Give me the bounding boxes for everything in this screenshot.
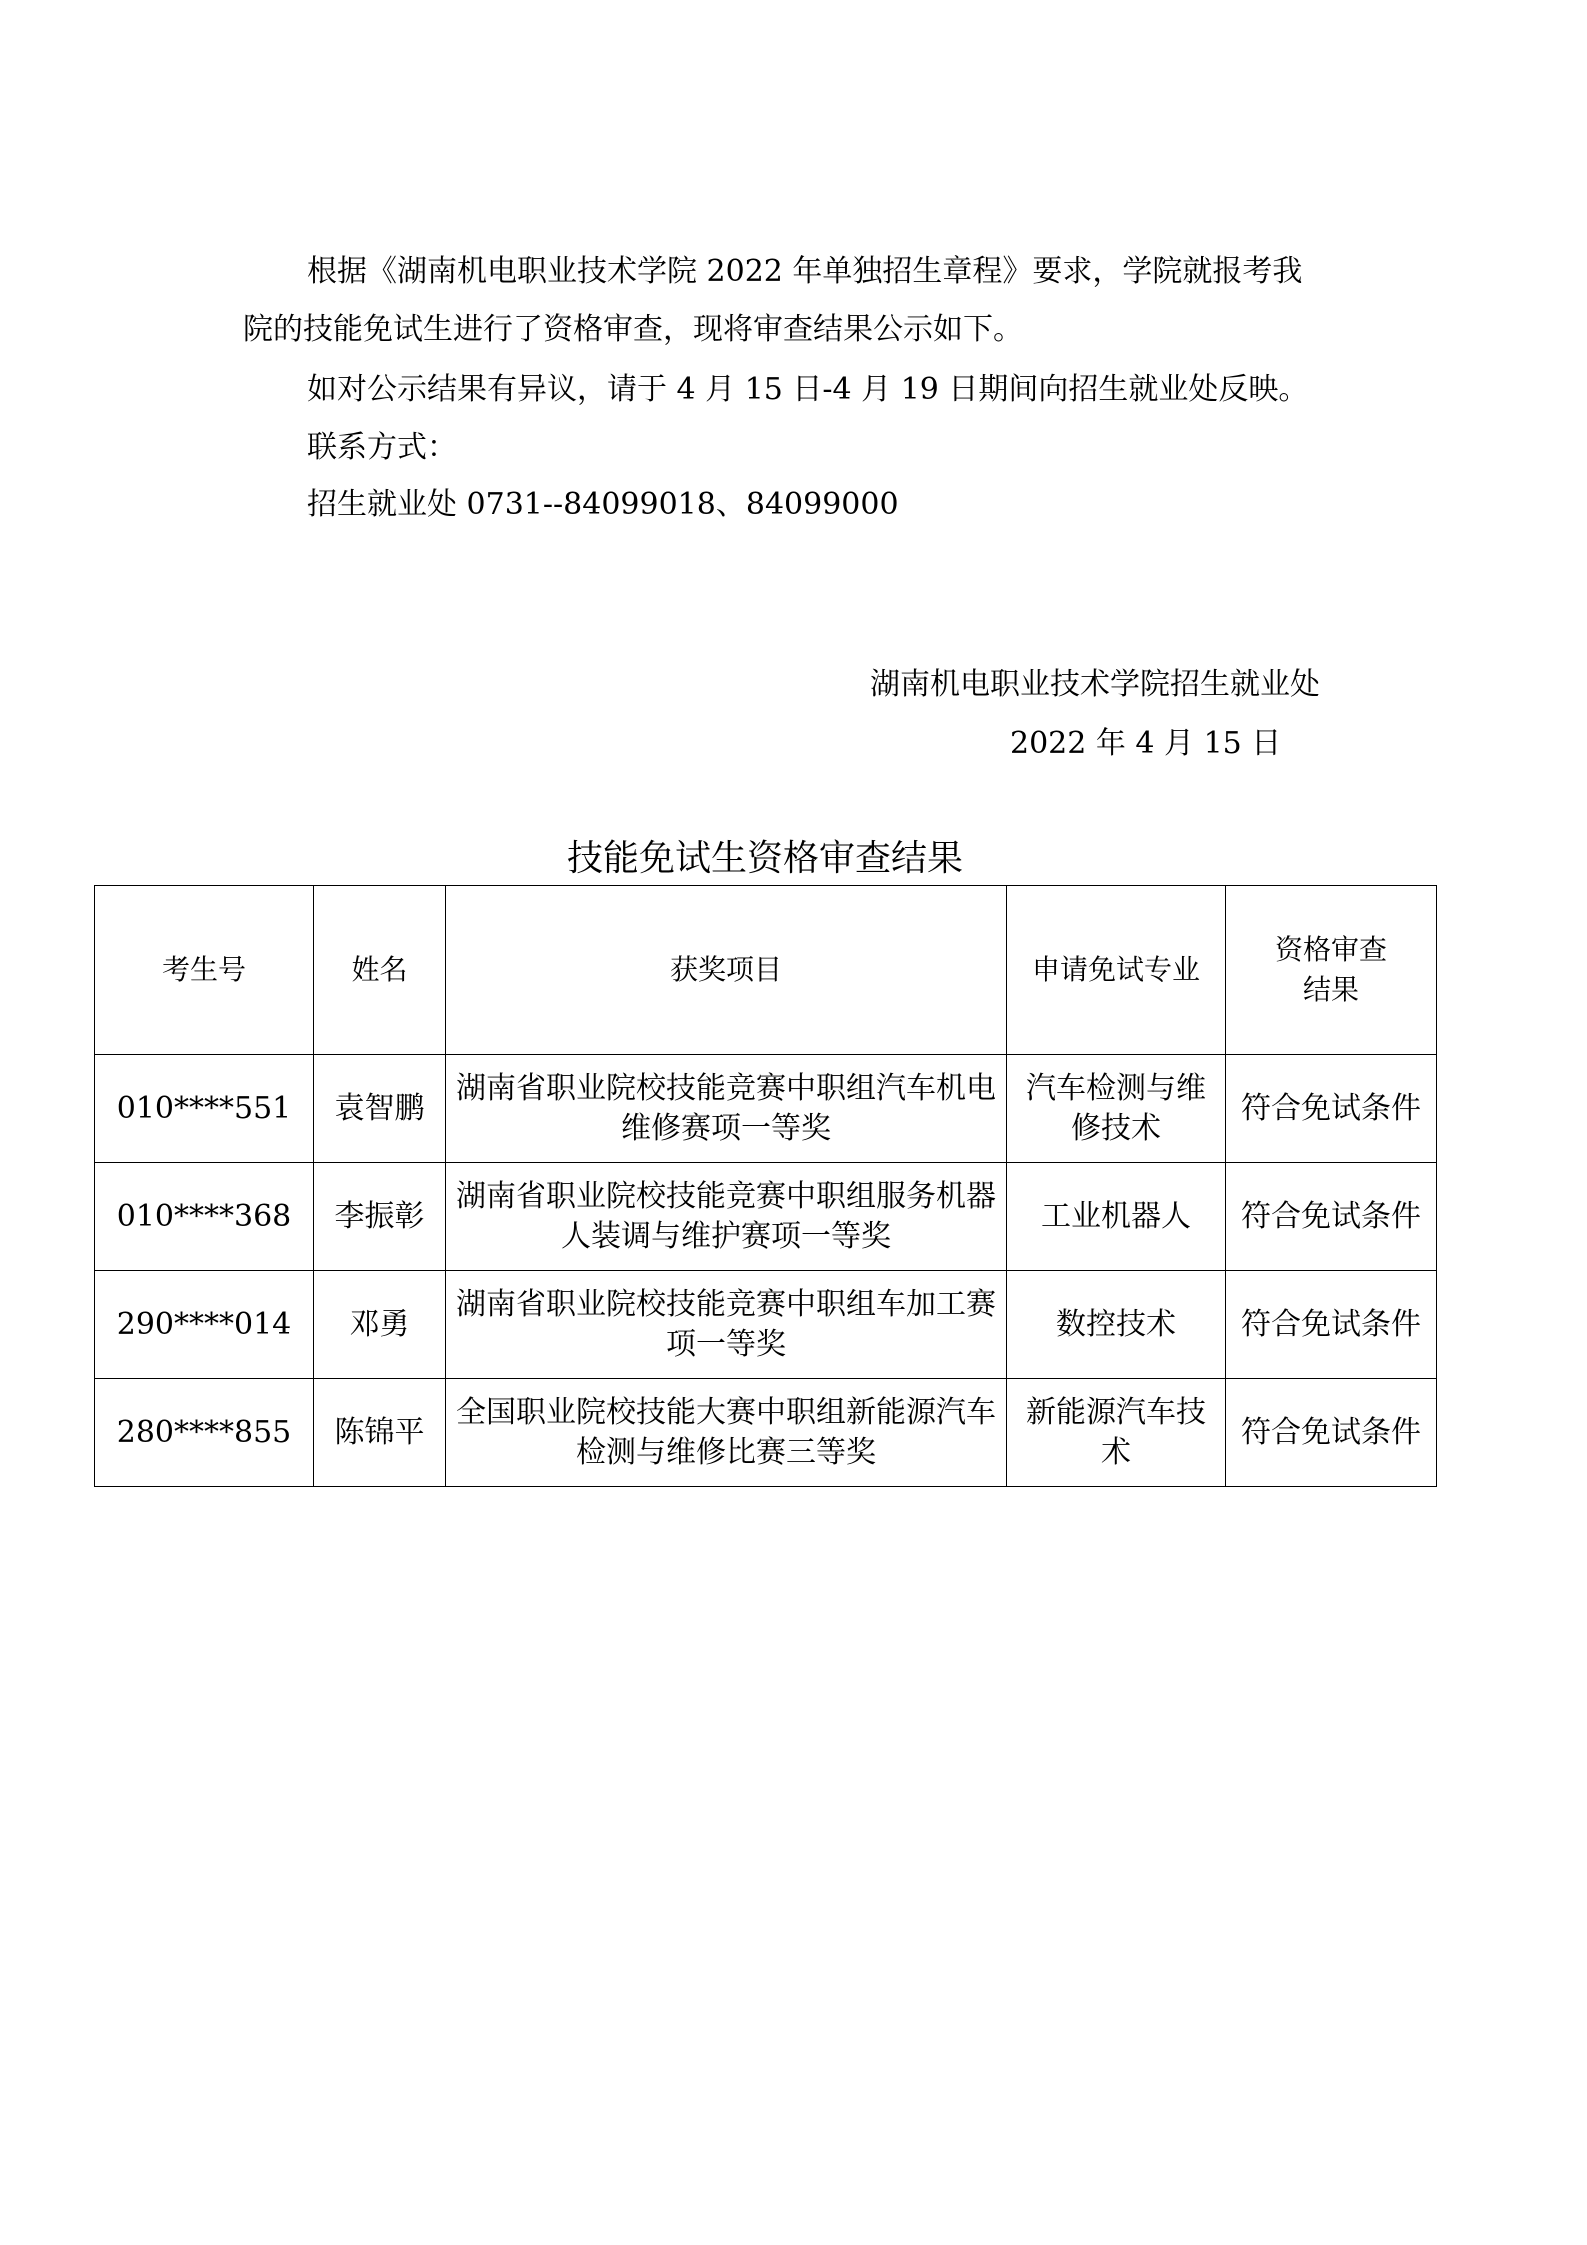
header-name: 姓名 [314, 886, 446, 1055]
table-row [95, 1271, 1437, 1379]
cell-award: 湖南省职业院校技能竞赛中职组车加工赛项一等奖 [446, 1271, 1007, 1379]
table-header-row [95, 886, 1437, 1055]
cell-result: 符合免试条件 [1226, 1055, 1437, 1163]
cell-award: 湖南省职业院校技能竞赛中职组汽车机电维修赛项一等奖 [446, 1055, 1007, 1163]
cell-id: 010****551 [95, 1055, 314, 1163]
signature: 湖南机电职业技术学院招生就业处 [870, 667, 1320, 702]
contact-label: 联系方式： [307, 430, 457, 465]
header-award: 获奖项目 [446, 886, 1007, 1055]
contact-detail: 招生就业处 0731--84099018、84099000 [307, 487, 899, 522]
cell-name: 李振彰 [314, 1163, 446, 1271]
cell-result: 符合免试条件 [1226, 1271, 1437, 1379]
cell-id: 010****368 [95, 1163, 314, 1271]
notice-date: 2022 年 4 月 15 日 [1010, 726, 1282, 761]
cell-major: 新能源汽车技术 [1007, 1379, 1226, 1487]
table-row [95, 1055, 1437, 1163]
header-result-line-2: 结果 [1302, 973, 1359, 1006]
table-row [95, 1163, 1437, 1271]
table-row [95, 1379, 1437, 1487]
cell-result: 符合免试条件 [1226, 1163, 1437, 1271]
header-major: 申请免试专业 [1007, 886, 1226, 1055]
cell-name: 邓勇 [314, 1271, 446, 1379]
notice-paragraph-line-2: 院的技能免试生进行了资格审查，现将审查结果公示如下。 [243, 312, 1023, 347]
notice-paragraph-line-1: 根据《湖南机电职业技术学院 2022 年单独招生章程》要求，学院就报考我 [307, 254, 1303, 289]
cell-major: 汽车检测与维修技术 [1007, 1055, 1226, 1163]
cell-id: 290****014 [95, 1271, 314, 1379]
header-id: 考生号 [95, 886, 314, 1055]
cell-name: 袁智鹏 [314, 1055, 446, 1163]
cell-result: 符合免试条件 [1226, 1379, 1437, 1487]
cell-major: 工业机器人 [1007, 1163, 1226, 1271]
cell-award: 全国职业院校技能大赛中职组新能源汽车检测与维修比赛三等奖 [446, 1379, 1007, 1487]
results-table [94, 885, 1437, 1487]
table-title: 技能免试生资格审查结果 [566, 838, 963, 879]
objection-paragraph: 如对公示结果有异议，请于 4 月 15 日-4 月 19 日期间向招生就业处反映。 [307, 372, 1309, 407]
cell-id: 280****855 [95, 1379, 314, 1487]
cell-award: 湖南省职业院校技能竞赛中职组服务机器人装调与维护赛项一等奖 [446, 1163, 1007, 1271]
cell-name: 陈锦平 [314, 1379, 446, 1487]
cell-major: 数控技术 [1007, 1271, 1226, 1379]
header-result-line-1: 资格审查 [1274, 933, 1387, 966]
header-result [1226, 886, 1437, 1055]
